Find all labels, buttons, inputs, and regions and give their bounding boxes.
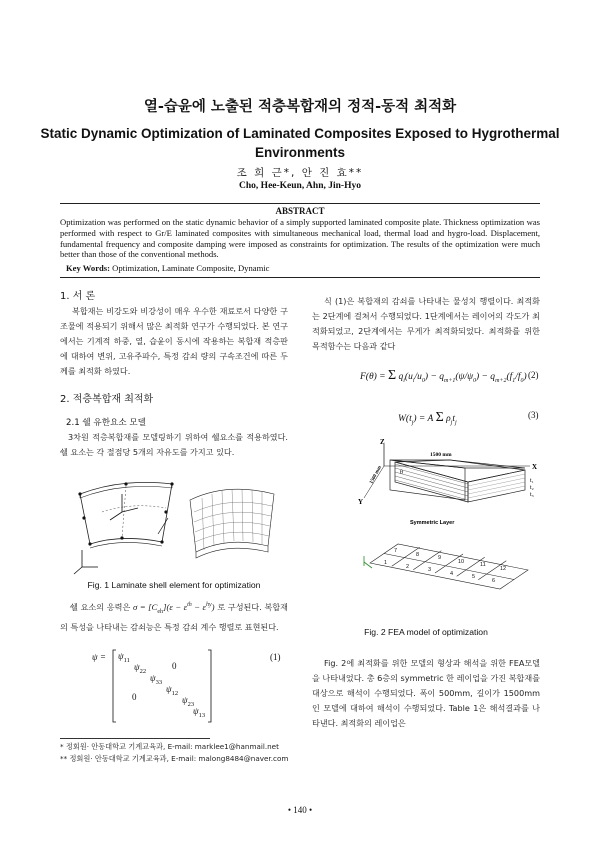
matrix-psi33: $\psi_{33}$ (150, 673, 163, 686)
figure-1-caption: Fig. 1 Laminate shell element for optimization (87, 580, 261, 590)
figure-2-caption: Fig. 2 FEA model of optimization (364, 627, 488, 637)
stress-text (60, 598, 288, 635)
stress-text-a: 쉘 요소의 응력은 (70, 601, 131, 612)
title-english: Static Dynamic Optimization of Laminated Composites Exposed to Hygrothermal Environments (40, 126, 560, 160)
abstract-heading: ABSTRACT (275, 206, 325, 216)
stress-equation: $\sigma = [C_{eh}](\varepsilon - \varepsilon^{th} - \varepsilon^{hy})$ (133, 601, 215, 615)
page-number: • 140 • (287, 805, 313, 815)
right-text-1: 식 (1)은 복합재의 감쇠를 나타내는 물성치 행렬이다. 최적화는 2단계에 걸쳐서 수행되었다. 1단계에서는 레이어의 각도가 최적화되었고, 2단계에서는 무게가 최적화되었다. 최적화를 위한 목적함수는 다음과 같다 (312, 296, 540, 351)
section-2-1-heading: 2.1 쉘 유한요소 모델 (66, 418, 146, 428)
fig2-elem-10: 10 (458, 559, 465, 565)
matrix-zero-upper: 0 (172, 661, 177, 671)
section-2-heading: 2. 적층복합재 최적화 (60, 394, 154, 405)
matrix-psi13: $\psi_{13}$ (193, 706, 206, 719)
abstract-text: Optimization was performed on the static dynamic behavior of a simply supported laminated composite plate. Thickness optimization was performed with respect to Gr/E laminated composites with simultaneous mechanical load, thermal load and hygro-load. Displacement, fundamental frequency and composite damping were imposed as constraints for optimization. The results of the optimization were much better than those of the conventional methods. (60, 217, 540, 260)
fig2-elem-7: 7 (394, 548, 398, 554)
footnote-rule (60, 738, 210, 739)
footnote-1: * 정회원· 안동대학교 기계교육과, E-mail: marklee1@hanmail.net (60, 742, 279, 751)
equation-3: $W(t_j) = A$ Σ $\rho_jt_j$ (398, 410, 457, 426)
fig2-elem-3: 3 (428, 567, 432, 573)
fig2-elem-8: 8 (416, 552, 420, 558)
authors-english: Cho, Hee-Keun, Ahn, Jin-Hyo (239, 181, 361, 191)
matrix-zero-lower: 0 (132, 692, 137, 702)
fig2-elem-1: 1 (384, 560, 388, 566)
authors-korean: 조 희 근*, 안 진 효** (236, 167, 364, 179)
matrix-psi23: $\psi_{23}$ (182, 695, 195, 708)
shell-outline (80, 482, 172, 544)
fig2-t2: t₂ (530, 485, 534, 491)
abstract-top-rule (60, 203, 540, 204)
fig2-theta: θ (400, 470, 403, 476)
equation-2: F(θ) = Σ $q_i(u_i/u_0) - q_{m+1}(\psi/\psi_0) - q_{m+2}(f_1/f_0)$ (360, 368, 527, 384)
keywords (66, 263, 269, 273)
fig2-elem-2: 2 (406, 564, 410, 570)
fig2-t1: t₁ (530, 478, 534, 484)
fig2-axis-x: X (532, 463, 538, 471)
fig2-elem-12: 12 (500, 566, 507, 572)
fig2-axis-y: Y (358, 498, 364, 506)
equation-1-psi: ψ = (92, 652, 106, 662)
equation-1-number: (1) (270, 652, 281, 662)
matrix-psi12: $\psi_{12}$ (166, 684, 179, 697)
section-1-heading: 1. 서 론 (60, 291, 96, 302)
equation-2-number: (2) (528, 370, 539, 380)
matrix-psi22: $\psi_{22}$ (134, 662, 147, 675)
keywords-label: Key Words: (66, 263, 111, 273)
equation-3-number: (3) (528, 410, 539, 420)
fig2-elem-6: 6 (492, 578, 496, 584)
footnote-2: ** 정회원· 안동대학교 기계교육과, E-mail: malong8484@naver.com (60, 754, 289, 763)
fig2-dim-side: 1500 mm (369, 465, 383, 485)
fig2-t3: t₃ (530, 492, 534, 498)
fig2-axis-z: Z (380, 438, 385, 446)
fig2-elem-4: 4 (450, 571, 454, 577)
section-2-1-text: 3차원 적층복합재를 모델링하기 위하여 쉘요소를 적용하였다. 쉘 요소는 각 절점당 5개의 자유도를 가지고 있다. (60, 432, 288, 457)
stress-text-b: 로 구성된다. 복합재의 특성을 나타내는 감쇠능은 특정 감쇠 계수 행렬로 표현된다. (60, 601, 288, 632)
matrix-psi11: $\psi_{11}$ (118, 651, 130, 664)
fig2-dim-top: 1500 mm (430, 452, 452, 458)
fig2-elem-9: 9 (438, 555, 442, 561)
title-korean: 열-습윤에 노출된 적층복합재의 정적-동적 최적화 (143, 99, 457, 115)
figure-1-shell-element (62, 472, 282, 577)
right-text-2: Fig. 2에 최적화를 위한 모델의 형상과 해석을 위한 FEA모델을 나타내었다. 총 6층의 symmetric 한 레이업을 가진 복합재를 대상으로 해석이 수행되었다. 폭이 500mm, 길이가 1500mm인 모델에 대하여 해석이 수행되었다. Table 1은 해석결과를 나타낸다. 최적화의 레이업은 (312, 658, 540, 728)
fig2-symmetric-layer: Symmetric Layer (410, 520, 455, 526)
section-1-text: 복합재는 비강도와 비강성이 매우 우수한 재료로서 다양한 구조물에 적용되기 위해서 많은 최적화 연구가 수행되었다. 본 연구에서는 기계적 하중, 열, 습윤이 동시에 작용하는 복합재 적층판에 대하여 변위, 고유주파수, 특정 감쇠 량의 구속조건에 따른 두께를 최적화 하였다. (60, 306, 288, 376)
abstract-bottom-rule (60, 277, 540, 278)
fig2-elem-5: 5 (472, 574, 476, 580)
fig2-elem-11: 11 (480, 562, 486, 568)
figure-2-fea-model (350, 438, 540, 623)
keywords-text: Optimization, Laminate Composite, Dynamic (112, 263, 270, 273)
